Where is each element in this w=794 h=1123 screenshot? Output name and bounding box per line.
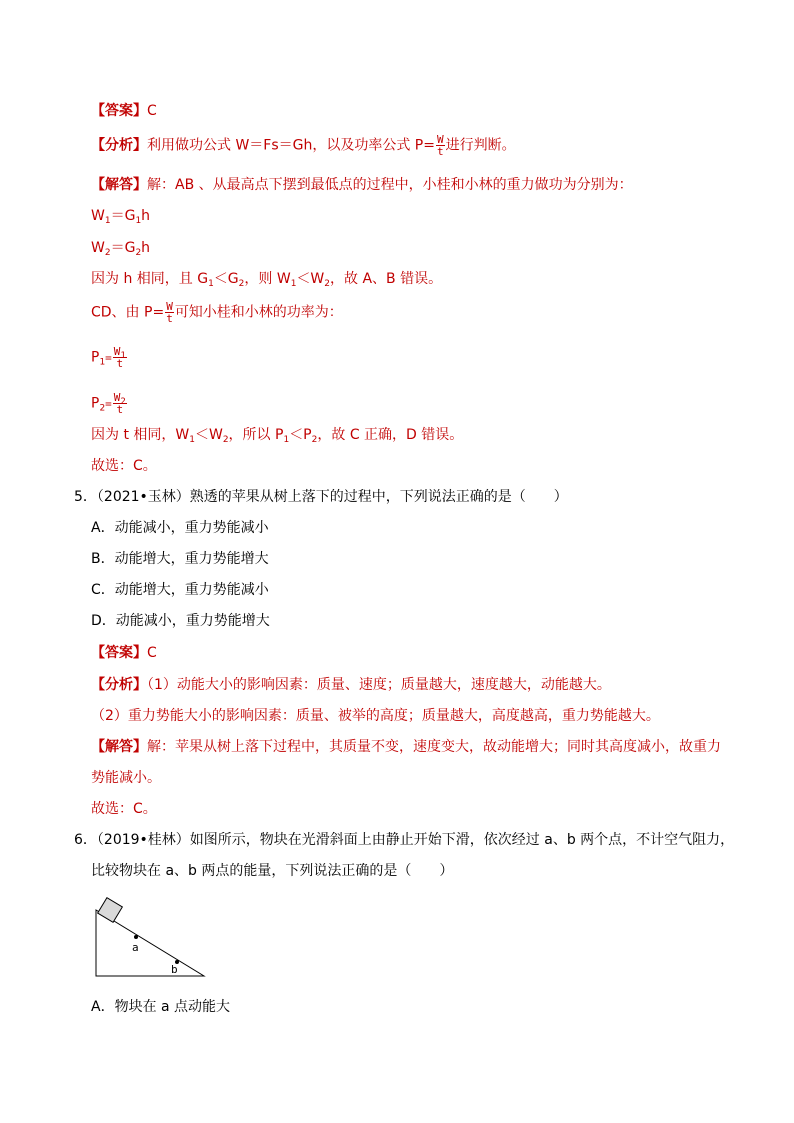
power-p2-line: $P_2=$ $\frac{W_2}{t}$ (91, 391, 126, 416)
q5-option-b: B．动能增大，重力势能增大 (91, 551, 269, 567)
analysis-line (91, 134, 516, 157)
compare-line: 因为 h 相同，且 $G_1<G_2$，则 $W_1<W_2$，故 A、B 错误。 (91, 271, 443, 289)
q5-solution-2: 势能减小。 (91, 770, 161, 786)
cd-line: CD、由 P= $\frac{W}{t}$ 可知小桂和小林的功率为： (91, 300, 343, 325)
q5-answer-line: 【答案】C (91, 645, 157, 661)
point-b-label: b (171, 963, 178, 976)
answer-tag: 【答案】 (91, 103, 147, 119)
cd-power-fraction: $\frac{W}{t}$ (166, 300, 173, 325)
p2-fraction: $\frac{W_2}{t}$ (113, 391, 126, 416)
solution-tag: 【解答】 (91, 177, 147, 193)
work-w2-line: $W_2=G_2h$ (91, 240, 151, 258)
q5-option-c: C．动能增大，重力势能减小 (91, 582, 269, 598)
incline-figure (88, 890, 214, 982)
sliding-block (98, 898, 123, 923)
q5-analysis-1: 【分析】（1）动能大小的影响因素：质量、速度；质量越大，速度越大，动能越大。 (91, 677, 611, 693)
point-a-label: a (132, 941, 139, 954)
q5-option-a: A．动能减小，重力势能减小 (91, 520, 269, 536)
point-a-dot (134, 935, 138, 939)
analysis-text: 利用做功公式 W＝Fs＝Gh，以及功率公式 P= (147, 137, 435, 154)
solution-intro-line (91, 175, 633, 195)
solution-intro: 解：AB 、从最高点下摆到最低点的过程中，小桂和小林的重力做功为分别为： (147, 177, 633, 193)
q4-choice: 故选：C。 (91, 458, 157, 474)
q5-choice: 故选：C。 (91, 801, 157, 817)
p1-fraction: $\frac{W_1}{t}$ (113, 345, 126, 370)
q5-stem: 5．（2021•玉林）熟透的苹果从树上落下的过程中，下列说法正确的是（ ） (74, 489, 568, 505)
q5-analysis-2: （2）重力势能大小的影响因素：质量、被举的高度；质量越大，高度越高，重力势能越大。 (91, 708, 660, 724)
q6-stem-1: 6．（2019•桂林）如图所示，物块在光滑斜面上由静止开始下滑，依次经过 a、b 两个点，不计空气阻力， (74, 832, 735, 848)
power-p1-line: $P_1=$ $\frac{W_1}{t}$ (91, 345, 126, 370)
work-w1-line: $W_1=G_1h$ (91, 208, 151, 226)
q6-stem-2: 比较物块在 a、b 两点的能量，下列说法正确的是（ ） (91, 863, 454, 879)
final-compare-line: 因为 t 相同，$W_1<W_2$，所以 $P_1<P_2$，故 C 正确，D 错误。 (91, 427, 464, 445)
analysis-tag: 【分析】 (91, 137, 147, 154)
q5-option-d: D．动能减小，重力势能增大 (91, 613, 270, 629)
answer-line (91, 101, 157, 121)
power-fraction: $\frac{W}{t}$ (436, 133, 444, 158)
q5-solution-1: 【解答】解：苹果从树上落下过程中，其质量不变，速度变大，故动能增大；同时其高度减小，故重力 (91, 739, 721, 755)
answer-value: C (147, 103, 157, 119)
q6-option-a: A．物块在 a 点动能大 (91, 999, 231, 1015)
analysis-text-end: 进行判断。 (445, 137, 516, 154)
